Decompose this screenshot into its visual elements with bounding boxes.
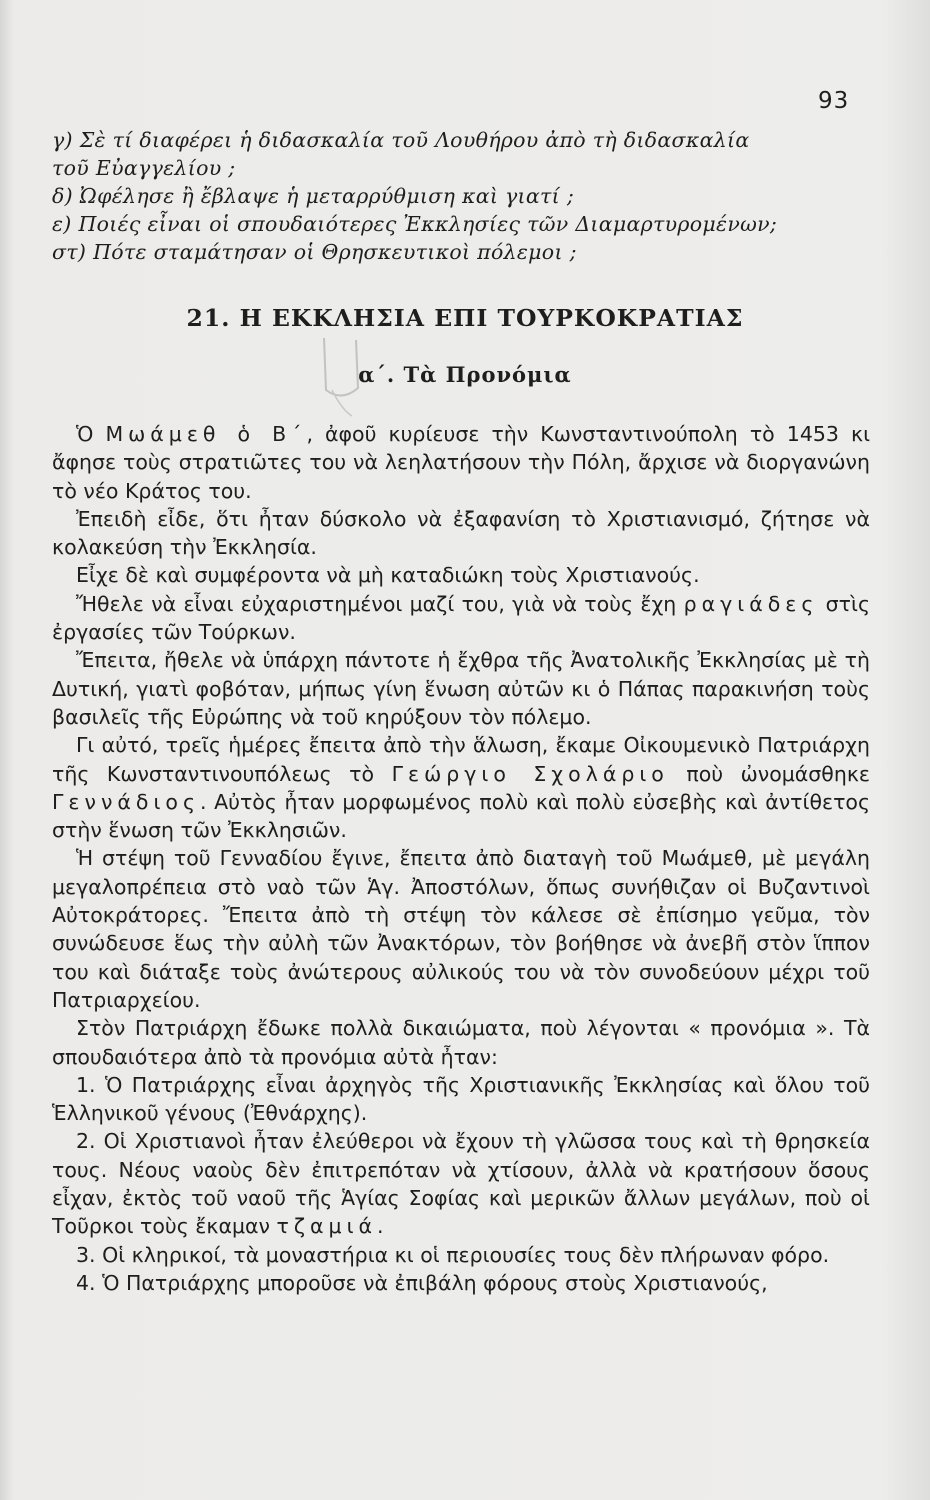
list-number: 4. (76, 1270, 96, 1295)
spaced-name: Μωάμεθ ὁ Β΄ (105, 422, 307, 446)
question-text: Ποιές εἶναι οἱ σπουδαιότερες Ἐκκλησίες τῶν Διαμαρτυρομένων; (78, 212, 778, 236)
list-text: Ὁ Πατριάρχης μποροῦσε νὰ ἐπιβάλη φόρους στοὺς Χριστιανούς, (102, 1270, 768, 1295)
question-item (52, 238, 870, 266)
spaced-word: τζαμιά (276, 1214, 378, 1239)
question-text: Σὲ τί διαφέρει ἡ διδασκαλία τοῦ Λουθήρου ἀπὸ τὴ διδασκαλία (79, 128, 750, 152)
list-item (52, 1241, 870, 1269)
paragraph: Ἡ στέψη τοῦ Γενναδίου ἔγινε, ἔπειτα ἀπὸ διαταγὴ τοῦ Μωάμεθ, μὲ μεγάλη μεγαλοπρέπεια στὸ ναὸ τῶν Ἁγ. Ἀποστόλων, ὅπως συνήθιζαν οἱ Βυζαντινοὶ Αὐτοκράτορες. Ἔπειτα ἀπὸ τὴ στέψη τὸν κάλεσε σὲ ἐπίσημο γεῦμα, τὸν συνώδευσε ἕως τὴν αὐλὴ τῶν Ἀνακτόρων, τὸν βοήθησε νὰ ἀνεβῆ στὸν ἵππον του καὶ διάταξε τοὺς ἀνώτερους αὐλικούς του νὰ τὸν συνοδεύουν μέχρι τοῦ Πατριαρχείου. (52, 846, 870, 1012)
question-text: τοῦ Εὐαγγελίου ; (52, 156, 236, 180)
paragraph (52, 590, 870, 647)
section-title: 21. Η ΕΚΚΛΗΣΙΑ ΕΠΙ ΤΟΥΡΚΟΚΡΑΤΙΑΣ (186, 304, 744, 332)
question-item (52, 126, 870, 154)
question-text: Πότε σταμάτησαν οἱ Θρησκευτικοὶ πόλεμοι ; (93, 240, 577, 264)
list-number: 2. (76, 1129, 96, 1154)
question-label: γ) (52, 128, 73, 152)
question-text: Ὠφέλησε ἢ ἔβλαψε ἡ μεταρρύθμιση καὶ γιατί ; (79, 184, 575, 208)
spaced-name: Γεώργιο Σχολάριο (391, 761, 669, 786)
page-number: 93 (818, 88, 850, 114)
main-text (52, 420, 870, 1297)
list-text: Ὁ Πατριάρχης εἶναι ἀρχηγὸς τῆς Χριστιανικῆς Ἐκκλησίας καὶ ὅλου τοῦ Ἑλληνικοῦ γένους (Ἐθνάρχης). (52, 1072, 870, 1126)
list-item (52, 1269, 870, 1297)
paragraph (52, 731, 870, 844)
list-number: 1. (76, 1072, 96, 1097)
paragraph: Στὸν Πατριάρχη ἔδωκε πολλὰ δικαιώματα, ποὺ λέγονται « προνόμια ». Τὰ σπουδαιότερα ἀπὸ τὰ προνόμια αὐτὰ ἦταν: (52, 1016, 870, 1069)
text-run: Ὁ (76, 422, 106, 446)
paragraph (52, 420, 870, 505)
question-item (52, 182, 870, 210)
spaced-name: Γεννάδιος (52, 789, 200, 814)
subsection-title: α΄. Τὰ Προνόμια (358, 362, 572, 387)
paragraph: Ἐπειδὴ εἶδε, ὅτι ἦταν δύσκολο νὰ ἐξαφανίση τὸ Χριστιανισμό, ζήτησε νὰ κολακεύση τὴν Ἐκκλησία. (52, 506, 870, 560)
list-text: Οἱ Χριστιανοὶ ἦταν ἐλεύθεροι νὰ ἔχουν τὴ γλῶσσα τους καὶ τὴ θρησκεία τους. Νέους ναοὺς δὲν ἐπιτρεπόταν νὰ χτίσουν, ἀλλὰ νὰ κρατήσουν ὅσους εἶχαν, ἐκτὸς τοῦ ναοῦ τῆς Ἁγίας Σοφίας καὶ μερικῶν ἄλλων μεγάλων, ποὺ οἱ Τοῦρκοι τοὺς ἔκαμαν (52, 1129, 870, 1239)
text-run: . Αὐτὸς ἦταν μορφωμένος πολὺ καὶ πολὺ εὐσεβὴς καὶ ἀντίθετος στὴν ἕνωση τῶν Ἐκκλησιῶν. (52, 789, 870, 843)
question-item (52, 210, 870, 238)
spaced-word: ραγιάδες (683, 591, 819, 616)
text-run: ποὺ ὠνομάσθηκε (668, 761, 871, 786)
list-item (52, 1127, 870, 1240)
paragraph: Ἔπειτα, ἤθελε νὰ ὑπάρχη πάντοτε ἡ ἔχθρα τῆς Ἀνατολικῆς Ἐκκλησίας μὲ τὴ Δυτική, γιατὶ φοβόταν, μήπως γίνη ἕνωση αὐτῶν κι ὁ Πάπας παρακινήση τοὺς βασιλεῖς τῆς Εὐρώπης νὰ τοῦ κηρύξουν τὸν πόλεμο. (52, 648, 870, 729)
list-number: 3. (76, 1242, 96, 1267)
text-run: , ἀφοῦ κυρίευσε τὴν Κωνσταντινούπολη τὸ 1453 κι ἄφησε τοὺς στρατιῶτες του νὰ λεηλατήσουν τὴν Πόλη, ἄρχισε νὰ διοργανώνη τὸ νέο Κράτος του. (52, 422, 871, 503)
list-text: Οἱ κληρικοί, τὰ μοναστήρια κι οἱ περιουσίες τους δὲν πλήρωναν φόρο. (102, 1242, 830, 1267)
question-label: στ) (52, 240, 87, 264)
list-text: . (377, 1214, 384, 1239)
question-label: δ) (52, 184, 73, 208)
text-run: Ἤθελε νὰ εἶναι εὐχαριστημένοι μαζί του, γιὰ νὰ τοὺς ἔχη (76, 591, 684, 616)
review-questions (52, 126, 870, 266)
text-run: Γι αὐτό, τρεῖς ἡμέρες ἔπειτα ἀπὸ τὴν ἅλωση, ἔκαμε Οἰκουμενικὸ Πατριάρχη τῆς Κωνσταντινουπόλεως τὸ (52, 733, 870, 786)
paragraph: Εἶχε δὲ καὶ συμφέροντα νὰ μὴ καταδιώκη τοὺς Χριστιανούς. (76, 563, 700, 588)
text-run: στὶς ἐργασίες τῶν Τούρκων. (52, 591, 870, 645)
question-item-continued (52, 154, 870, 182)
question-label: ε) (52, 212, 72, 236)
list-item (52, 1071, 870, 1128)
